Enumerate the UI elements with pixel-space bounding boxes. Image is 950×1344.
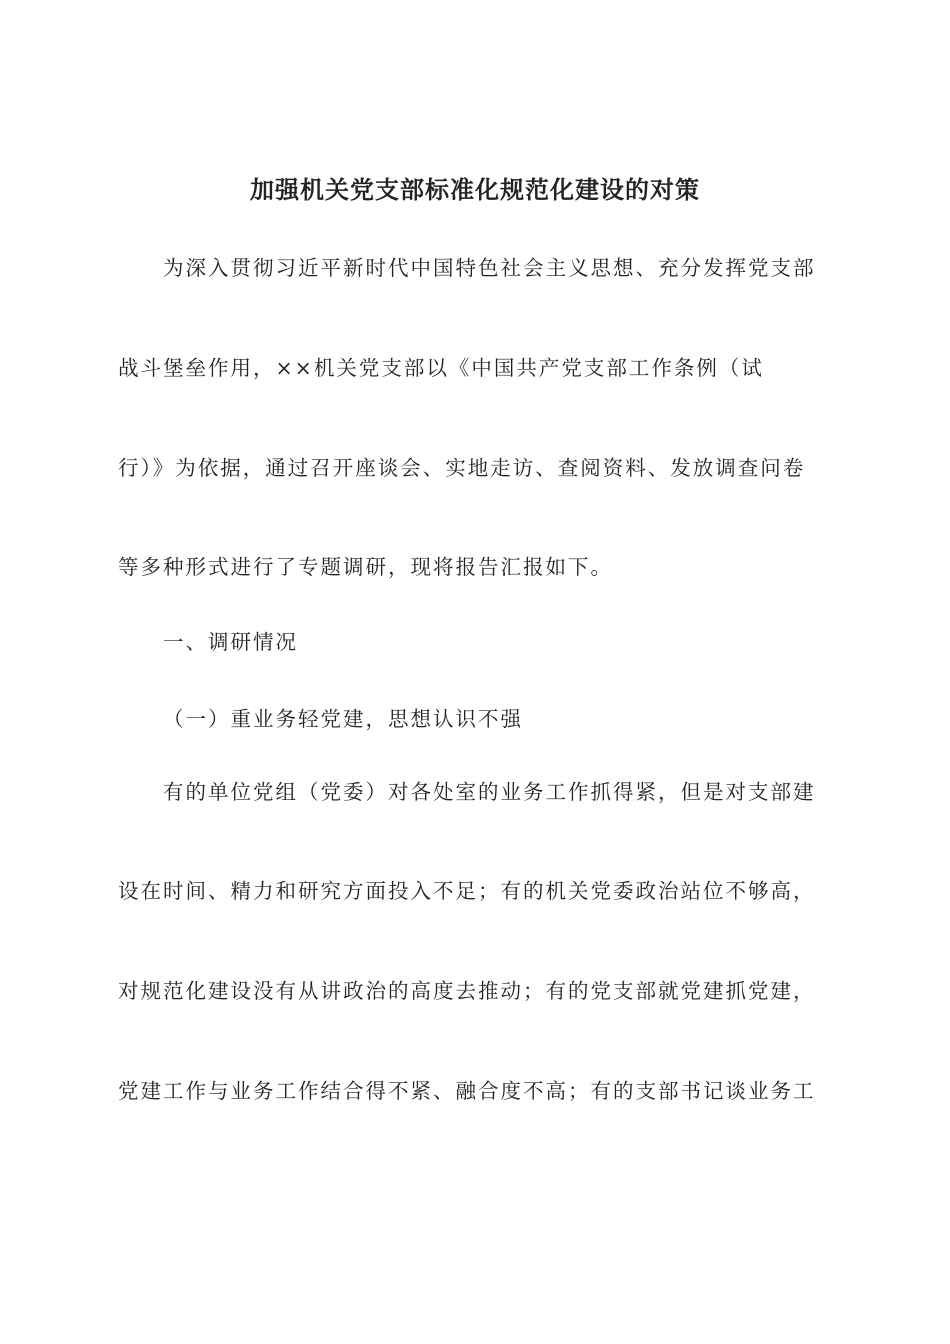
subsection-heading: （一）重业务轻党建，思想认识不强 — [163, 707, 523, 731]
paragraph-line: 为深入贯彻习近平新时代中国特色社会主义思想、充分发挥党支部 — [163, 256, 816, 280]
paragraph-line: 有的单位党组（党委）对各处室的业务工作抓得紧，但是对支部建 — [163, 780, 816, 804]
section-heading: 一、调研情况 — [163, 630, 298, 654]
document-title: 加强机关党支部标准化规范化建设的对策 — [250, 175, 700, 204]
paragraph-line: 行）》为依据，通过召开座谈会、实地走访、查阅资料、发放调查问卷 — [118, 456, 806, 480]
paragraph-line: 设在时间、精力和研究方面投入不足；有的机关党委政治站位不够高， — [118, 879, 816, 903]
paragraph-line: 党建工作与业务工作结合得不紧、融合度不高；有的支部书记谈业务工 — [118, 1079, 816, 1103]
paragraph-line: 战斗堡垒作用，××机关党支部以《中国共产党支部工作条例（试 — [118, 356, 764, 380]
paragraph-line: 对规范化建设没有从讲政治的高度去推动；有的党支部就党建抓党建， — [118, 979, 816, 1003]
paragraph-line: 等多种形式进行了专题调研，现将报告汇报如下。 — [118, 555, 613, 579]
